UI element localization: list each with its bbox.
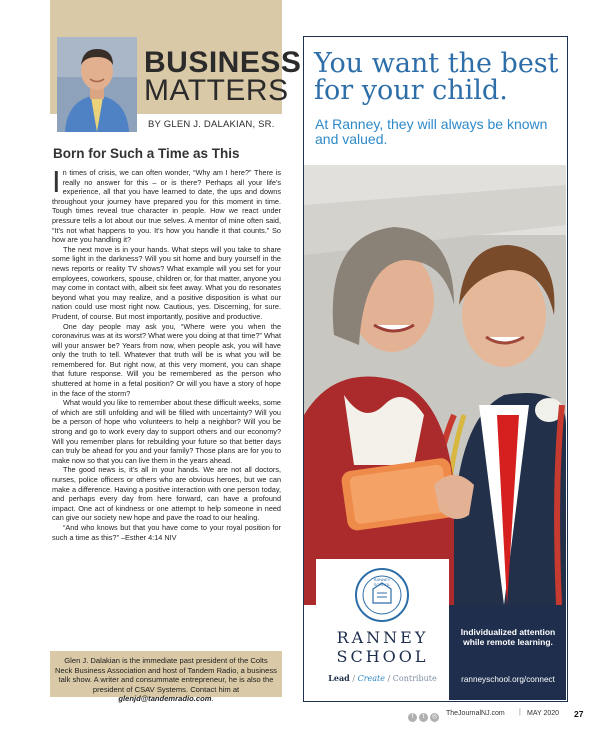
page-number: 27 [574,709,584,719]
article-paragraph: “And who knows but that you have come to your royal position for such a time as this?” –Esther 4:14 NIV [52,522,281,542]
article-paragraph: The next move is in your hands. What steps will you take to share some light in the darkness? Will you sit home and bury yourself in the news reports or reality TV shows? What example will you set for your employees, coworkers, spouse, children or, for that matter, anyone you may come in contact with, albeit six feet away. What you do resonates beyond what you may realize, and a positive disposition is what our nation could use most right now. Cautious, yes. Discerning, for sure. Prudent, of course. But most importantly, positive and productive. [52,244,281,321]
footer-separator: | [519,709,521,716]
article-body [52,164,281,542]
footer-website[interactable]: TheJournalNJ.com [446,710,505,717]
footer-issue-date: MAY 2020 [527,710,560,717]
school-tagline: Lead / Create / Contribute [328,673,437,683]
column-title-matters: MATTERS [144,74,289,107]
author-email-link[interactable]: glenjd@tandemradio.com [118,694,212,704]
school-name-logo: RANNEY SCHOOL [336,628,429,666]
article-paragraph: The good news is, it's all in your hands. We are not all doctors, nurses, police officers or others who are obvious heroes, but we can make a difference. Having a positive interaction with one person today, and perhaps every day from here forward, can have a profound impact. One act of kindness or one attempt to help someone in need can give our society new hope and pave the road to our healing. [52,465,281,523]
article-paragraph: What would you like to remember about these difficult weeks, some of which are still unfolding and will be filled with uncertainty? Will you be a person of hope who volunteers to help a neighbor? Will you be strong and go to work every day to support others and our economy? Will you remember plans for rebuilding your future so that better days can truly be ahead for you and your family? Those plans are for you to make now so that you can live them in the years ahead. [52,398,281,465]
ad-photo [304,165,566,605]
social-icons [408,709,441,727]
article-paragraph: In times of crisis, we can often wonder, “Why am I here?” There is really no answer for this – or is there? Perhaps all your life's experience, all that you have learned to date, the ups and downs throughout your journey have prepared you for this moment in time. Tough times reveal true character in people. How we react under pressure tells a lot about our true selves. A mentor of mine often said, “It's not what happens to you. It's how you handle it that counts.” So how are you handling it? [52,164,281,245]
instagram-icon[interactable]: ◎ [431,714,438,721]
article-paragraph: One day people may ask you, “Where were you when the coronavirus was at its worst? What were you doing at that time?” What will your answer be? Years from now, when people ask, you will have only the truth to tell. Whatever that truth will be is what you will be remembered for. But right now, at this very moment, you can shape that future response. Will you be remembered as the person who shuttered at home in a fetal position? Or will you have a story of hope in the face of the storm? [52,321,281,398]
school-seal-logo: RANNEY SCHOOL [373,577,391,587]
ad-subheadline: At Ranney, they will always be known and valued. [315,116,548,147]
twitter-icon[interactable]: t [419,713,428,722]
byline: BY GLEN J. DALAKIAN, SR. [148,119,275,130]
ad-remote-learning-text: Individualized attention while remote learning. [460,627,556,647]
facebook-icon[interactable]: f [408,713,417,722]
drop-cap: I [52,164,61,199]
article-heading: Born for Such a Time as This [53,146,240,161]
author-bio: Glen J. Dalakian is the immediate past president of the Colts Neck Business Association and host of Tandem Radio, a business talk show. A writer and consummate entrepreneur, he is also the president of CSAV Systems. Contact him at glenjd@tandemradio.com. [55,656,277,704]
ad-headline: You want the best for your child. [314,48,559,106]
ad-website-link[interactable]: ranneyschool.org/connect [461,675,555,684]
ad-info-panel [449,605,566,700]
column-title-business: BUSINESS [144,46,302,79]
author-photo [57,37,137,132]
